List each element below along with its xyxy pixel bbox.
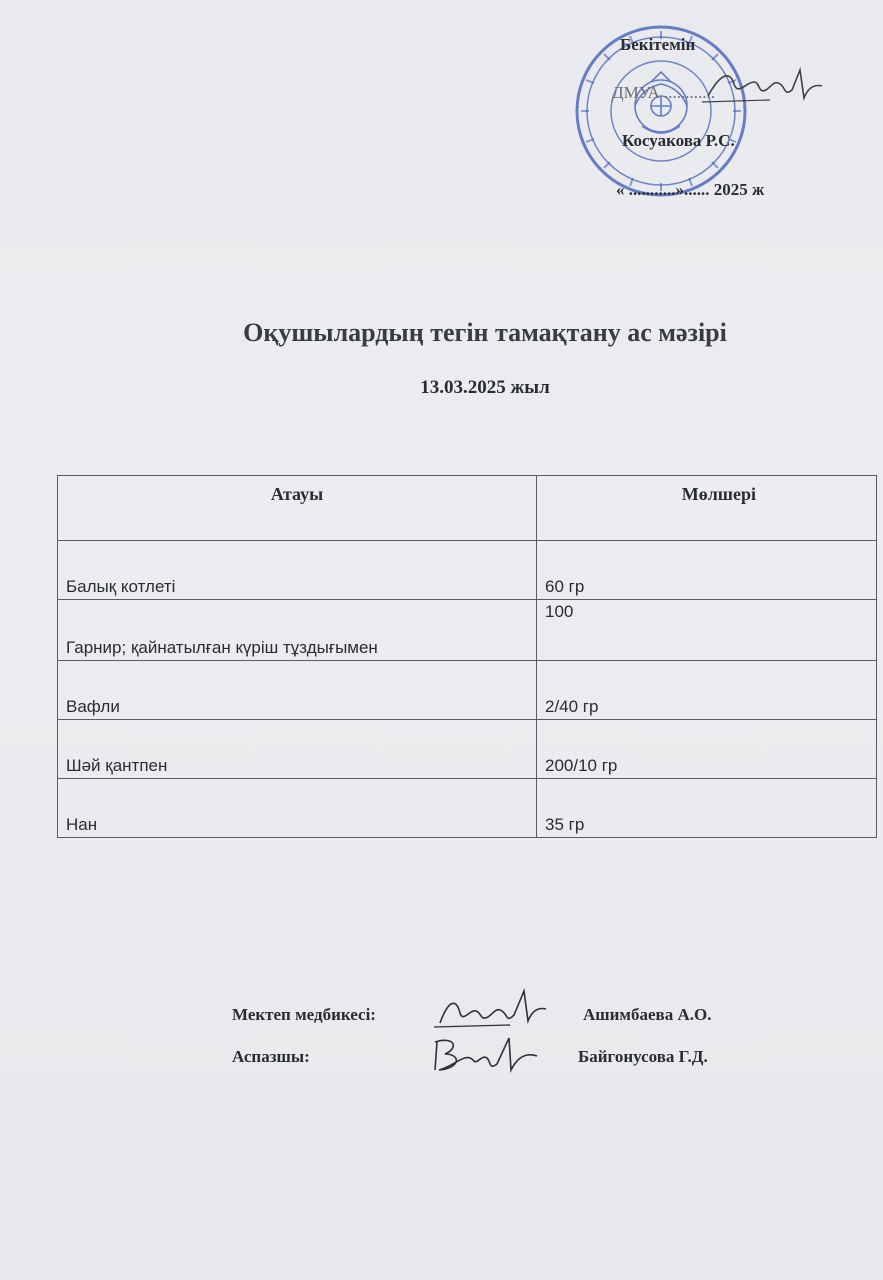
document-date: 13.03.2025 жыл <box>420 377 550 398</box>
table-header-row <box>58 476 877 541</box>
cook-name: Байгонусова Г.Д. <box>578 1047 708 1066</box>
director-signature <box>700 60 830 110</box>
row-item-name: Балық котлеті <box>58 541 537 600</box>
table-row <box>58 661 877 720</box>
nurse-label: Мектеп медбикесі: <box>232 1005 376 1024</box>
row-item-name: Нан <box>58 779 537 838</box>
row-item-amount: 200/10 гр <box>537 720 877 779</box>
table-row <box>58 600 877 661</box>
nurse-name: Ашимбаева А.О. <box>583 1005 712 1024</box>
row-item-name: Вафли <box>58 661 537 720</box>
column-header-amount: Мөлшері <box>537 476 877 541</box>
page-title: Оқушылардың тегін тамақтану ас мәзірі <box>243 318 727 347</box>
row-item-amount: 35 гр <box>537 779 877 838</box>
table-row <box>58 541 877 600</box>
column-header-name: Атауы <box>58 476 537 541</box>
row-item-name: Шәй қантпен <box>58 720 537 779</box>
approval-heading: Бекітемін <box>620 35 696 54</box>
table-row <box>58 779 877 838</box>
nurse-signature <box>430 985 550 1035</box>
cook-signature <box>425 1030 545 1080</box>
row-item-amount: 60 гр <box>537 541 877 600</box>
approval-director-name: Косуакова Р.С. <box>622 131 735 150</box>
row-item-name: Гарнир; қайнатылған күріш тұздығымен <box>58 600 537 661</box>
menu-table <box>57 475 877 838</box>
approval-position: ДМУА ............ <box>612 83 716 102</box>
table-row <box>58 720 877 779</box>
approval-date-line: « ...........»...... 2025 ж <box>616 180 765 199</box>
row-item-amount: 2/40 гр <box>537 661 877 720</box>
cook-label: Аспазшы: <box>232 1047 310 1066</box>
row-item-amount: 100 <box>537 600 877 661</box>
